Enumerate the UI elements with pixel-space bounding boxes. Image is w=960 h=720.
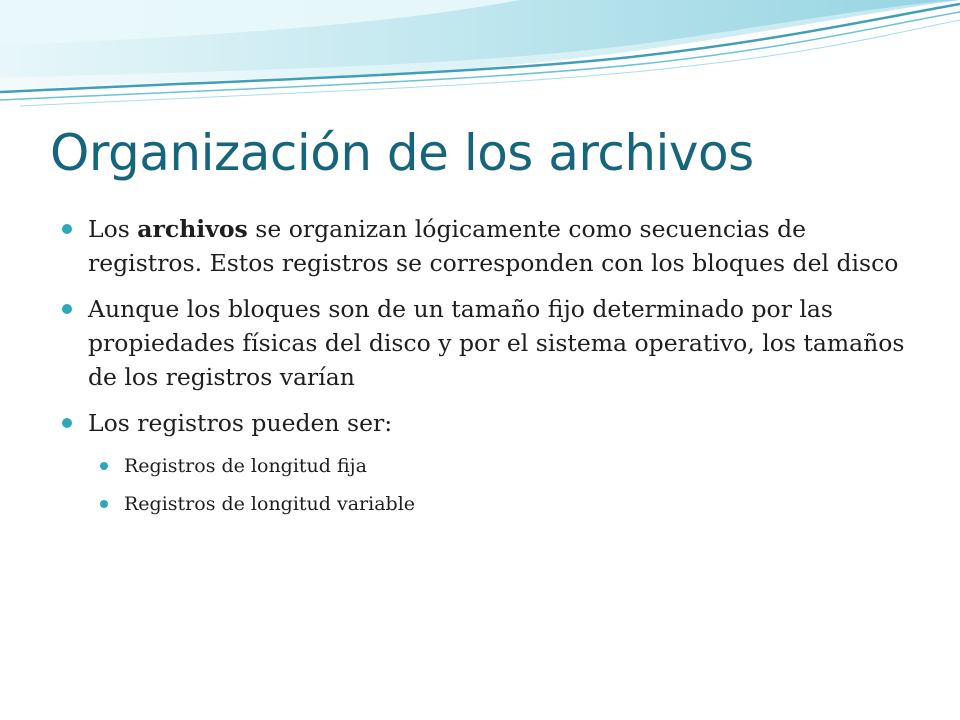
bullet-text: Aunque los bloques son de un tamaño fijo determinado por las propiedades físicas del disco y por el sistema operativo, los tamaños de los registros varían xyxy=(88,295,905,391)
wave-header-decoration xyxy=(0,0,960,120)
bullet-text-end: se organizan lógicamente como secuencias de registros. Estos registros se corresponden con los bloques del disco xyxy=(88,215,899,277)
sub-bullet-text: Registros de longitud variable xyxy=(124,493,416,515)
bullet-list xyxy=(62,212,922,528)
bullet-item xyxy=(62,406,922,440)
bullet-dot-icon xyxy=(62,418,72,428)
bullet-dot-icon xyxy=(62,224,72,234)
bullet-text: Los registros pueden ser: xyxy=(88,409,393,437)
bullet-text-start: Los xyxy=(88,215,138,243)
bullet-item xyxy=(62,292,922,394)
slide-title: Organización de los archivos xyxy=(50,124,754,182)
sub-bullet-dot-icon xyxy=(100,462,108,470)
bullet-bold-term: archivos xyxy=(137,215,248,243)
sub-bullet-item xyxy=(100,452,922,480)
bullet-item xyxy=(62,212,922,280)
sub-bullet-text: Registros de longitud fija xyxy=(124,455,367,477)
sub-bullet-dot-icon xyxy=(100,500,108,508)
bullet-dot-icon xyxy=(62,304,72,314)
sub-bullet-item xyxy=(100,490,922,518)
